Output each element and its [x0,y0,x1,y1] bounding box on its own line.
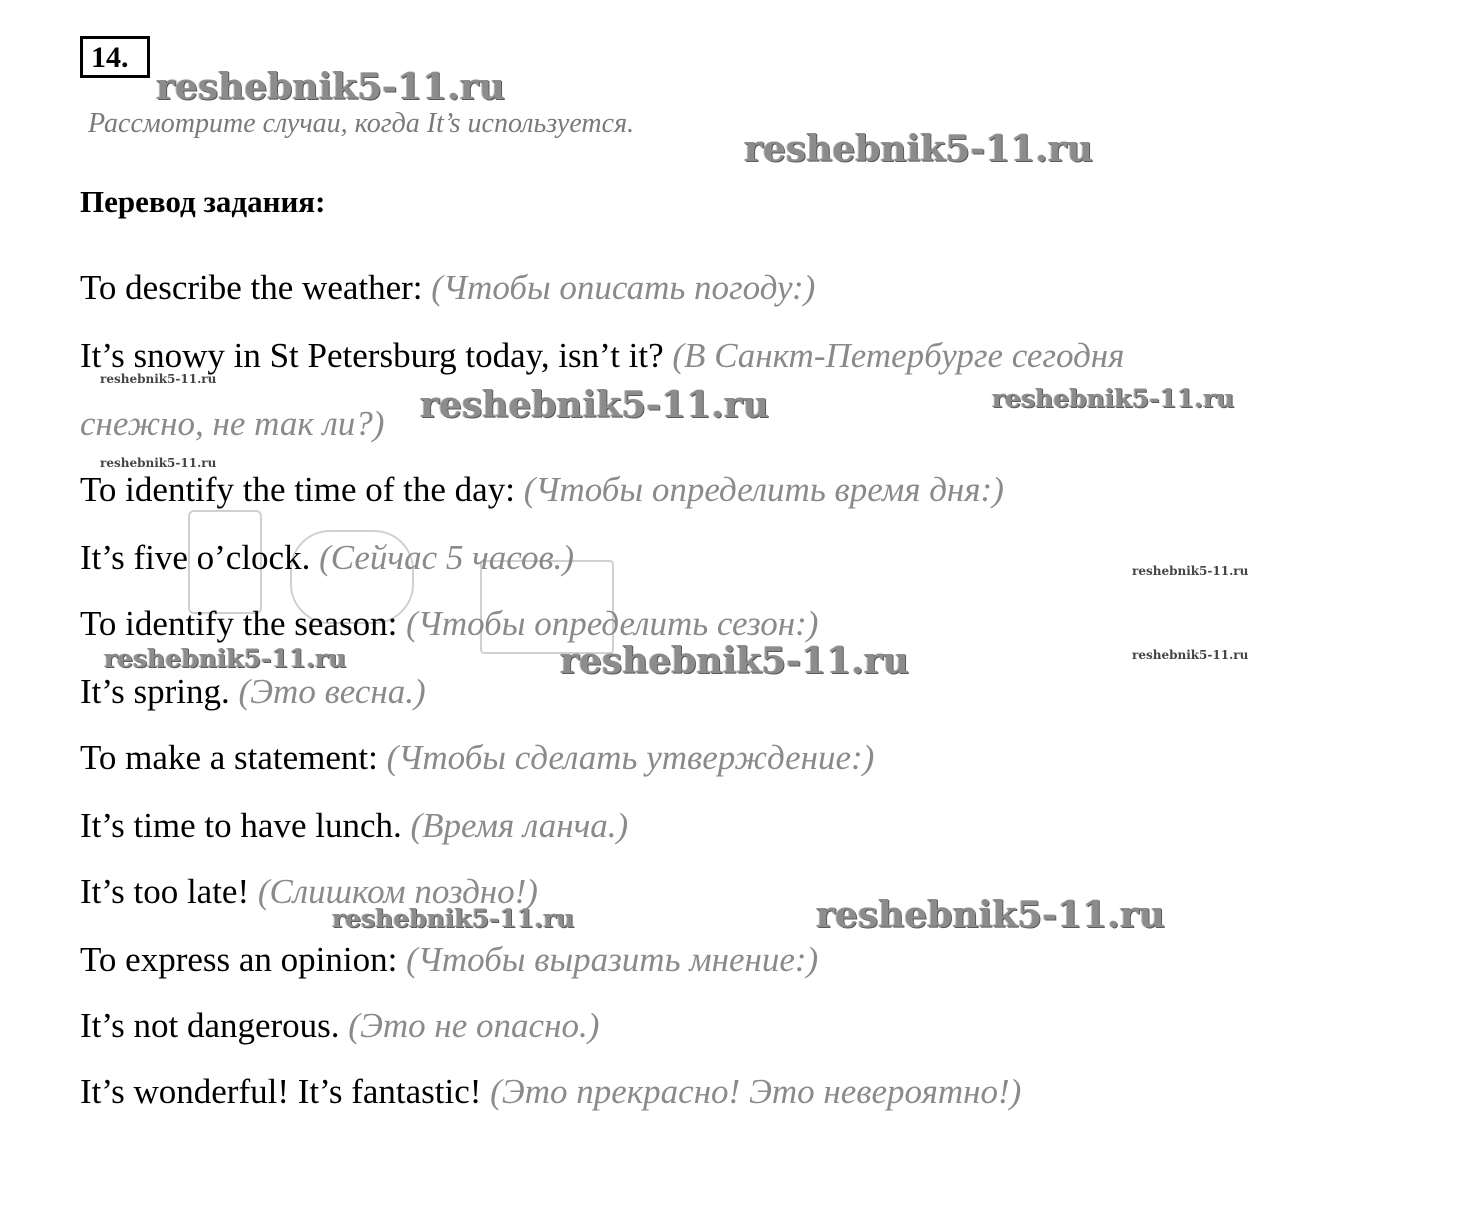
watermark-small: reshebnik5-11.ru [100,372,217,386]
russian-translation: (Слишком поздно!) [257,872,538,911]
english-text: It’s five o’clock. [80,538,311,577]
task-number-box: 14. [80,36,150,78]
russian-translation: (Это весна.) [238,672,426,711]
russian-translation: (Сейчас 5 часов.) [319,538,575,577]
english-text: It’s wonderful! It’s fantastic! [80,1072,482,1111]
watermark: reshebnik5-11.ru [332,904,575,933]
text-line [80,538,574,578]
english-text: It’s time to have lunch. [80,806,402,845]
text-line [80,268,815,308]
russian-translation: (Чтобы описать погоду:) [431,268,816,307]
russian-translation: (Это прекрасно! Это невероятно!) [490,1072,1022,1111]
russian-translation: (Чтобы выразить мнение:) [406,940,819,979]
watermark: reshebnik5-11.ru [560,640,909,682]
watermark: reshebnik5-11.ru [156,66,505,108]
russian-translation: (Чтобы определить время дня:) [523,470,1004,509]
russian-translation: (Это не опасно.) [348,1006,600,1045]
english-text: It’s too late! [80,872,250,911]
text-line [80,1006,599,1046]
text-line [80,604,818,644]
english-text: It’s spring. [80,672,230,711]
text-line [80,336,1124,376]
text-line [80,1072,1021,1112]
text-line [80,940,818,980]
english-text: To identify the season: [80,604,398,643]
section-heading: Перевод задания: [80,184,326,219]
english-text: It’s snowy in St Petersburg today, isn’t it? [80,336,664,375]
russian-translation: (Чтобы определить сезон:) [406,604,819,643]
russian-translation: (Чтобы сделать утверждение:) [386,738,875,777]
text-line [80,470,1004,510]
english-text: To identify the time of the day: [80,470,515,509]
watermark-small: reshebnik5-11.ru [100,456,217,470]
watermark: reshebnik5-11.ru [816,894,1165,936]
watermark: reshebnik5-11.ru [420,384,769,426]
watermark: reshebnik5-11.ru [744,128,1093,170]
english-text: To describe the weather: [80,268,423,307]
watermark-small: reshebnik5-11.ru [1132,648,1249,662]
russian-translation: (В Санкт-Петербурге сегодня [672,336,1125,375]
watermark: reshebnik5-11.ru [104,644,347,673]
text-line [80,672,426,712]
russian-translation: (Время ланча.) [410,806,629,845]
text-line [80,738,874,778]
watermark: reshebnik5-11.ru [992,384,1235,413]
russian-translation-continued: снежно, не так ли?) [80,404,385,443]
text-line [80,806,628,846]
english-text: To express an opinion: [80,940,398,979]
english-text: It’s not dangerous. [80,1006,340,1045]
task-instruction: Рассмотрите случаи, когда It’s используется. [88,108,635,139]
watermark-small: reshebnik5-11.ru [1132,564,1249,578]
english-text: To make a statement: [80,738,378,777]
